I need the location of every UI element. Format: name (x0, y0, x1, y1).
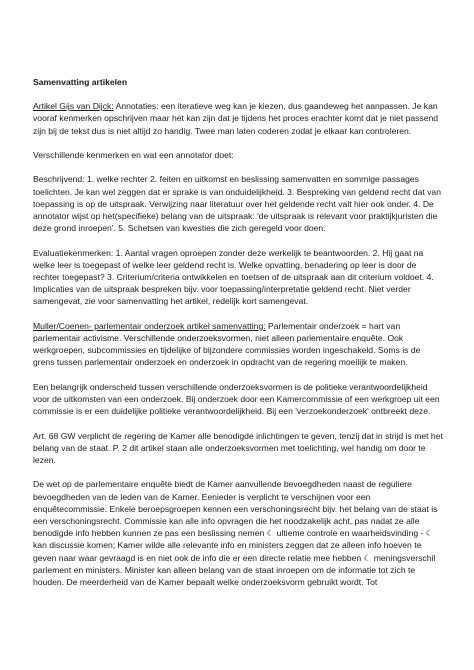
paragraph-text: Art. 68 GW verplicht de regering de Kamer alle benodigde inlichtingen te geven, tenzij dat in strijd is met het belang van de staat. P. 2 dit artikel staan alle onderzoeksvormen met toelichting, wel handig om door te lezen. (33, 430, 443, 465)
paragraph-beschrijvend (33, 173, 443, 234)
paragraph-text: Verschillende kenmerken en wat een annotator doet: (33, 150, 234, 160)
paragraph-wet-enquete (33, 478, 443, 588)
paragraph-lead: Artikel Gijs van Dijck: (33, 101, 114, 112)
paragraph-art-68 (33, 430, 443, 467)
paragraph-text: Beschrijvend: 1. welke rechter 2. feiten en uitkomst en beslissing samenvatten en sommige passages toelichten. Je kan wel zeggen dat er sprake is van onduidelijkheid. 3. Bespreking van geldend recht dat van toepassing is op de uitspraak. Verwijzing naar literatuur over het geldende recht valt hier ook onder. 4. De annotator wijst op het(specifieke) belang van de uitspraak: 'de uitspraak is relevant voor praktijkjuristen die deze grond inroepen'. 5. Schetsen van kwesties die zich geregeld voor doen. (33, 174, 441, 234)
paragraph-lead: Muller/Coenen- parlementair onderzoek artikel samenvatting: (33, 320, 266, 331)
paragraph-text: Een belangrijk onderscheid tussen verschillende onderzoeksvormen is de politieke verantwoordelijkheid voor de uitkomsten van een onderzoek. Bij onderzoek door een Kamercommissie of een werkgroep uit een commissie is er een duidelijke politieke verantwoordelijkheid. Bij een 'verzoekonderzoek' ontbreekt deze. (33, 381, 440, 417)
paragraph-gijs-van-dijck (33, 100, 443, 137)
paragraph-text: Annotaties: een iteratieve weg kan je kiezen, dus gaandeweg het aanpassen. Je kan vooraf kenmerken opschrijven maar het kan zijn dat je tijdens het proces erachter komt dat je niet passend zijn bij de tekst dus is niet altijd zo handig. Twee man laten coderen zodat je elkaar kan controleren. (33, 101, 439, 136)
paragraph-evaluatiekenmerken (33, 247, 443, 308)
paragraph-muller-coenen (33, 320, 443, 369)
paragraph-text: Parlementair onderzoek = hart van parlementair activisme. Verschillende onderzoeksvormen, niet alleen parlementaire enquête. Ook werkgroepen, subcommissies en tijdelijke of bijzondere commissies worden ingeschakeld. Soms is de grens tussen parlementair onderzoek en onderzoek in opdracht van de regering moeilijk te maken. (33, 320, 421, 368)
document-title: Samenvatting artikelen (33, 77, 128, 87)
paragraph-text: De wet op de parlementaire enquête biedt de Kamer aanvullende bevoegdheden naast de reguliere bevoegdheden van de leden van de Kamer. Eenieder is verplicht te verschijnen voor een enquêtecommissie. Enkele beroepsgroepen kennen een verschoningsrecht bijv. het belang van de staat is een verschoningsrecht. Commissie kan alle info opvragen die het noodzakelijk acht, pas nadat ze alle benodigde info hebben kunnen ze pas een beslissing nemen ☾ ultieme controle en waarheidsvinding - ☾ kan discussie komen; Kamer wilde alle relevante info en ministers zeggen dat ze alleen info hoeven te geven naar waar gevraagd is en niet ook de info die er een directe relatie mee hebben ☾ meningsverschil parlement en ministers. Minister kan alleen belang van de staat inroepen om de informatie tot zich te houden. De meerderheid van de Kamer bepaalt welke onderzoeksvorm gebruikt wordt. Tot (33, 479, 438, 588)
paragraph-onderscheid (33, 381, 443, 418)
paragraph-kenmerken-intro (33, 149, 443, 161)
paragraph-text: Evaluatiekenmerken: 1. Aantal vragen oproepen zonder deze werkelijk te beantwoorden. 2. Hij gaat na welke leer is toegepast of welke leer geldend recht is. Welke opvatting, benadering op leer is door de rechter toegepast? 3. Criterium/criteria ontwikkelen en toetsen of de uitspraak aan dit criterium voldoet. 4. Implicaties van de uitspraak bespreken bijv. voor toepassing/interpretatie geldend recht. Niet verder samengevat, zie voor samenvatting het artikel, redelijk kort samengevat. (33, 247, 434, 307)
